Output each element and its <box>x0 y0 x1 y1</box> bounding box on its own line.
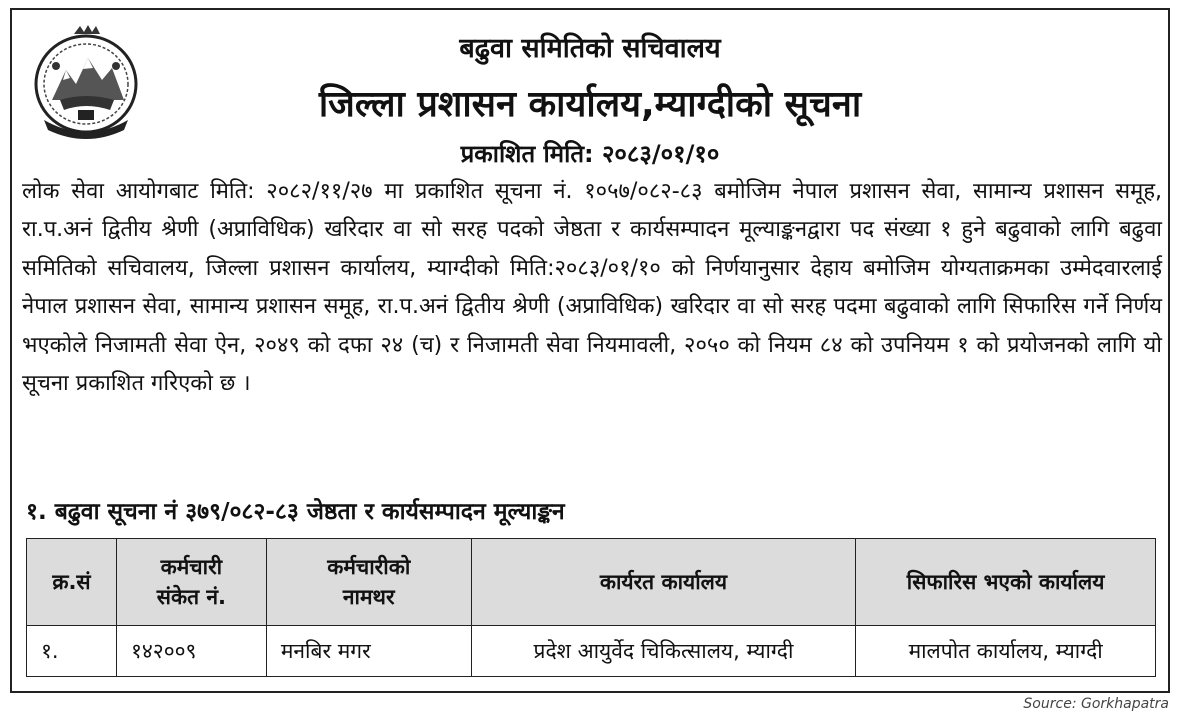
table-row <box>27 626 1156 677</box>
header-recommended-office: सिफारिस भएको कार्यालय <box>856 539 1156 626</box>
notice-body: लोक सेवा आयोगबाट मिति: २०८२/११/२७ मा प्रकाशित सूचना नं. १०५७/०८२-८३ बमोजिम नेपाल प्रशासन सेवा, सामान्य प्रशासन समूह, रा.प.अनं द्वितीय श्रेणी (अप्राविधिक) खरिदार वा सो सरह पदको जेष्ठता र कार्यसम्पादन मूल्याङ्कनद्वारा पद संख्या १ हुने बढुवाको लागि बढुवा समितिको सचिवालय, जिल्ला प्रशासन कार्यालय, म्याग्दीको मिति:२०८३/०१/१० को निर्णयानुसार देहाय बमोजिम योग्यताक्रमका उम्मेदवारलाई नेपाल प्रशासन सेवा, सामान्य प्रशासन समूह, रा.प.अनं द्वितीय श्रेणी (अप्राविधिक) खरिदार वा सो सरह पदमा बढुवाको लागि सिफारिस गर्ने निर्णय भएकोले निजामती सेवा ऐन, २०४९ को दफा २४ (च) र निजामती सेवा नियमावली, २०५० को नियम ८४ को उपनियम १ को प्रयोजनको लागि यो सूचना प्रकाशित गरिएको छ । <box>22 179 1163 397</box>
notice-document <box>10 8 1170 693</box>
cell-recommended-office: मालपोत कार्यालय, म्याग्दी <box>856 626 1156 677</box>
header-serial-number: क्र.सं <box>27 539 117 626</box>
cell-serial-number: १. <box>27 626 117 677</box>
cell-employee-code: १४२००९ <box>116 626 266 677</box>
source-credit: Source: Gorkhapatra <box>1023 696 1169 712</box>
section-heading: १. बढुवा सूचना नं ३७९/०८२-८३ जेष्ठता र कार्यसम्पादन मूल्याङ्कन <box>26 499 565 525</box>
secretariat-title: बढुवा समितिको सचिवालय <box>459 33 721 64</box>
header-employee-name: कर्मचारीको नामथर <box>266 539 471 626</box>
header-current-office: कार्यरत कार्यालय <box>471 539 856 626</box>
promotion-table <box>26 538 1156 677</box>
cell-employee-name: मनबिर मगर <box>266 626 471 677</box>
table-header-row <box>27 539 1156 626</box>
published-date: प्रकाशित मिति: २०८३/०१/१० <box>460 140 720 168</box>
header-employee-code: कर्मचारी संकेत नं. <box>116 539 266 626</box>
office-notice-title: जिल्ला प्रशासन कार्यालय,म्याग्दीको सूचना <box>318 84 862 125</box>
cell-current-office: प्रदेश आयुर्वेद चिकित्सालय, म्याग्दी <box>471 626 856 677</box>
